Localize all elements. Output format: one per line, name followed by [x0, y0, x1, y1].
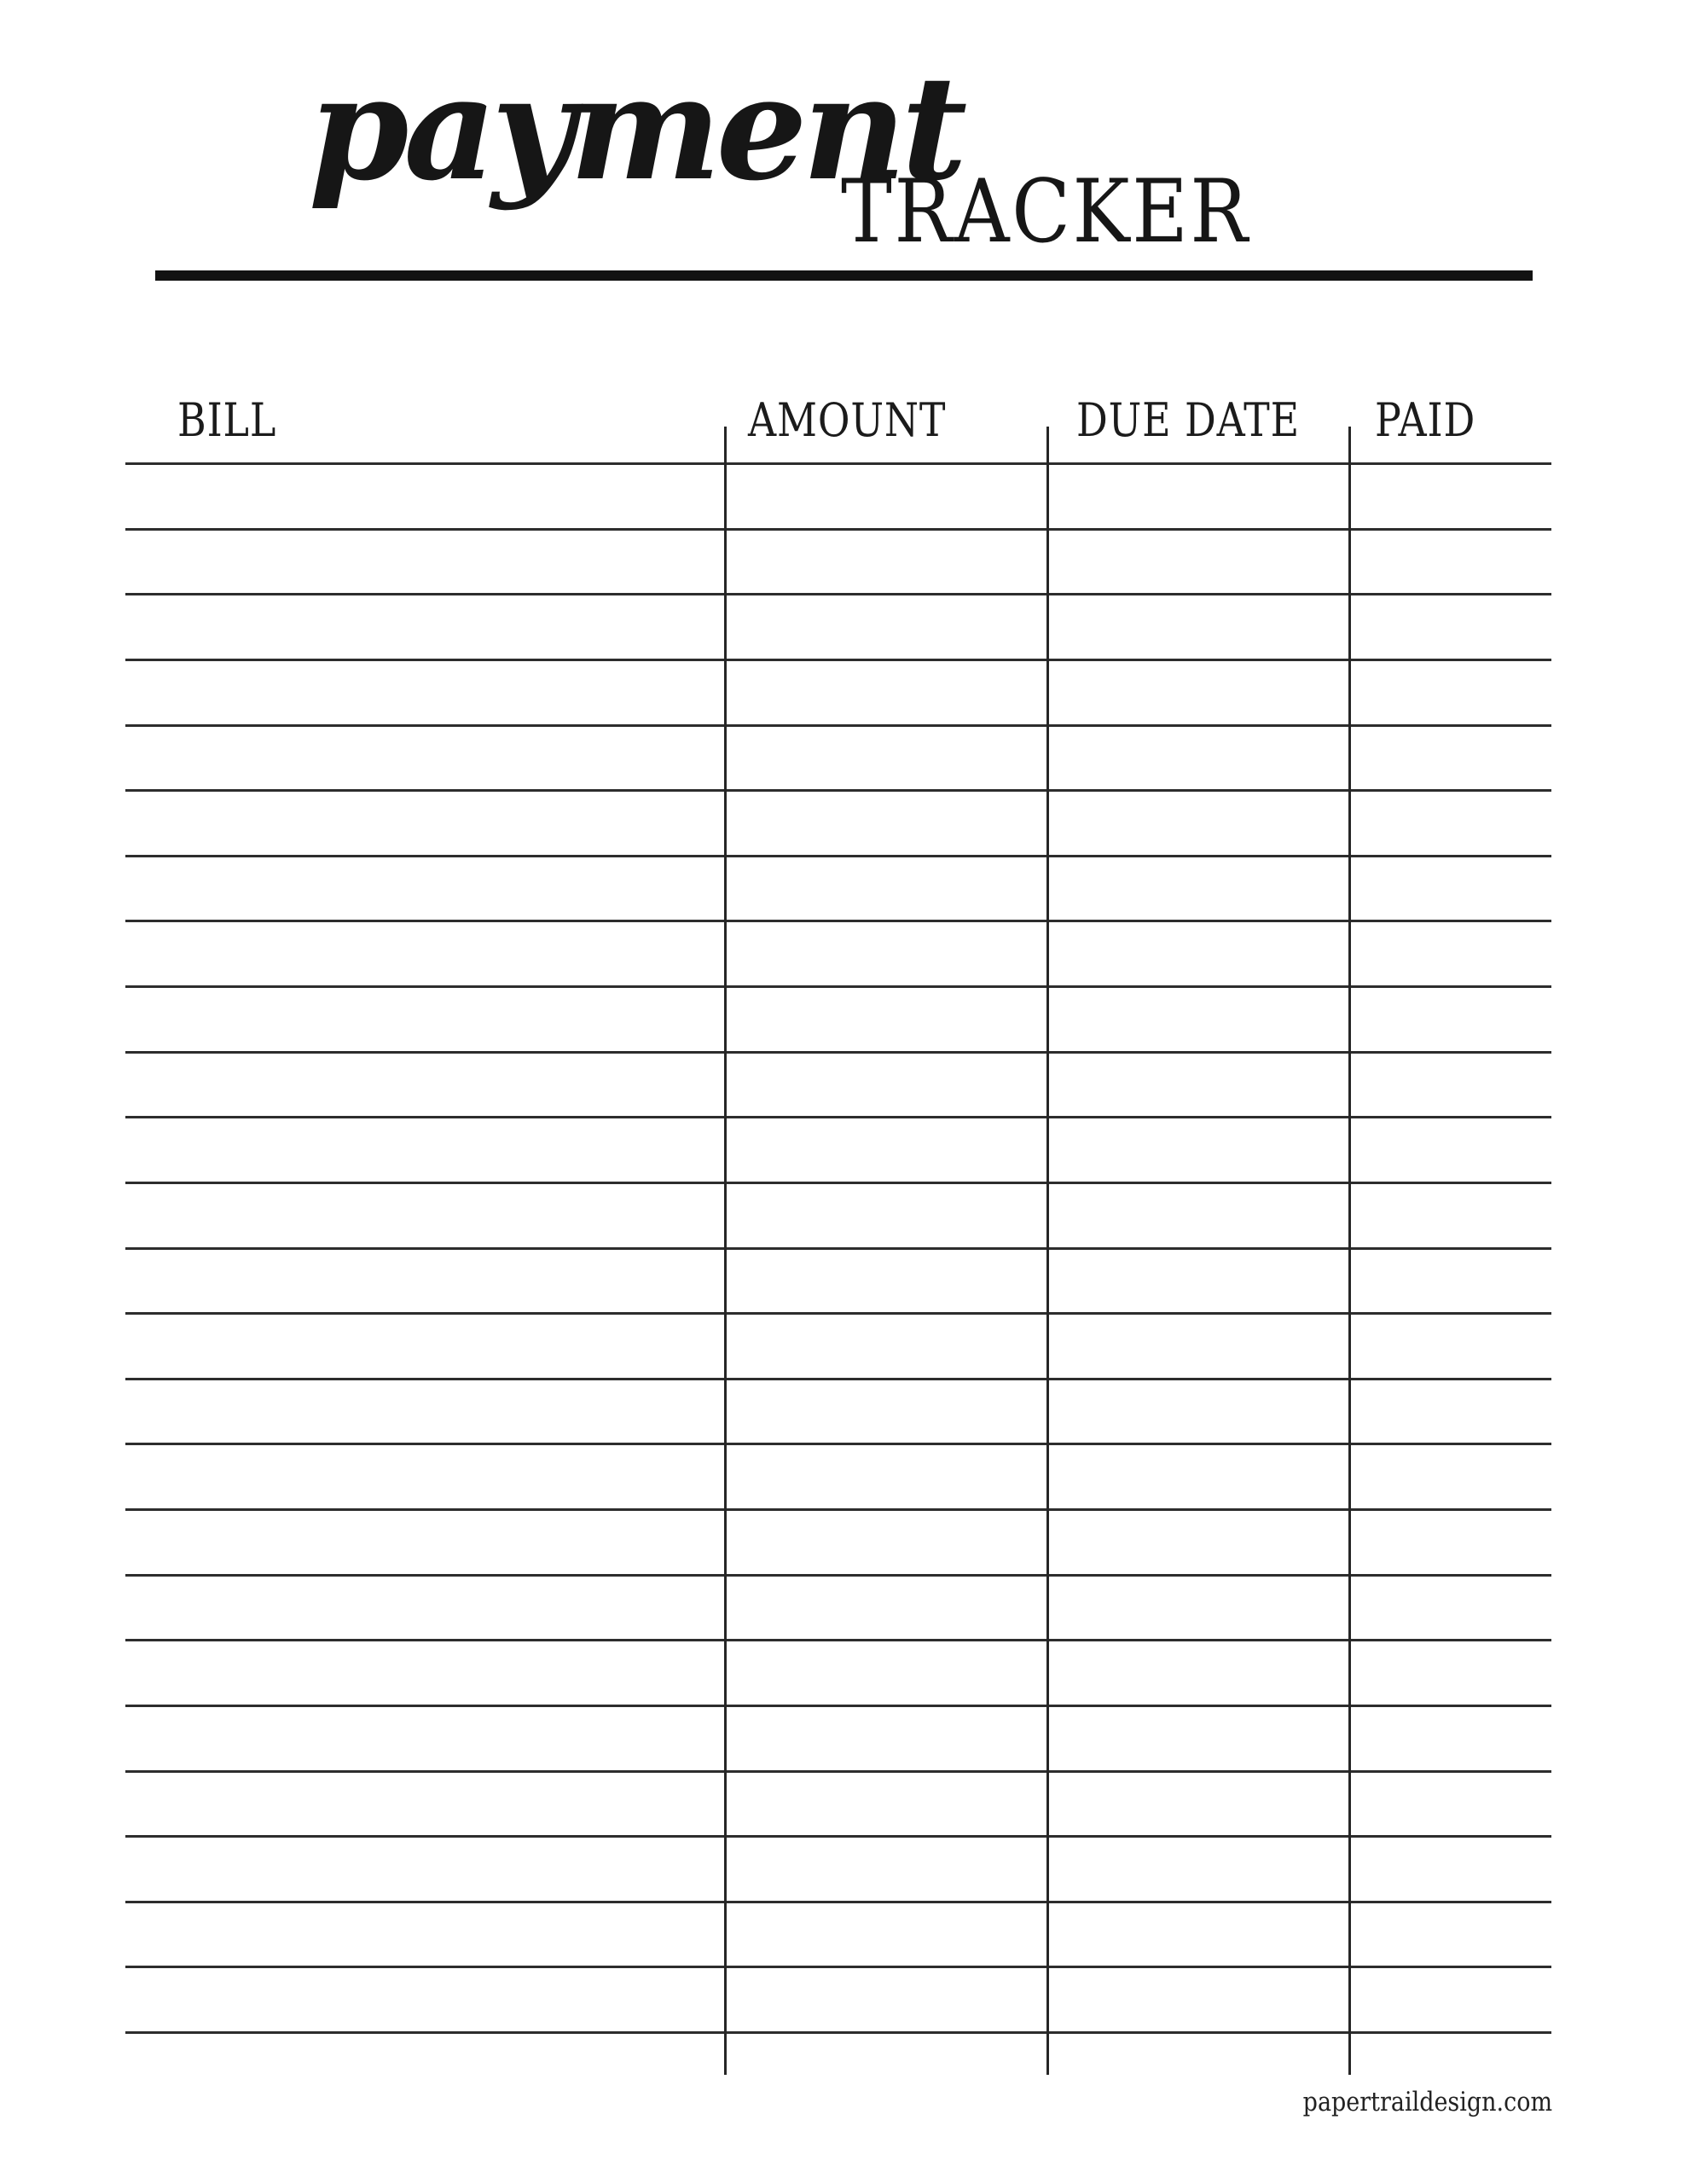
paid-cell[interactable] — [1348, 1903, 1551, 1966]
amount-cell[interactable] — [724, 1903, 1046, 1966]
amount-cell[interactable] — [724, 531, 1046, 594]
paid-cell[interactable] — [1348, 531, 1551, 594]
bill-cell[interactable] — [125, 1903, 724, 1966]
header-underline — [125, 462, 1551, 465]
bill-cell[interactable] — [125, 857, 724, 921]
row-line — [125, 1051, 1551, 1054]
amount-cell[interactable] — [724, 595, 1046, 659]
column-divider-line — [1046, 427, 1049, 2075]
row-line — [125, 659, 1551, 661]
due-date-cell[interactable] — [1046, 531, 1348, 594]
amount-cell[interactable] — [724, 1577, 1046, 1640]
due-date-cell[interactable] — [1046, 1445, 1348, 1508]
due-date-cell[interactable] — [1046, 595, 1348, 659]
row-line — [125, 1116, 1551, 1118]
column-header-paid: PAID — [1375, 393, 1476, 447]
paid-cell[interactable] — [1348, 1315, 1551, 1378]
paid-cell[interactable] — [1348, 1511, 1551, 1574]
bill-cell[interactable] — [125, 1838, 724, 1901]
row-line — [125, 1639, 1551, 1641]
column-header-amount: AMOUNT — [748, 393, 947, 447]
table-row — [125, 531, 1551, 594]
amount-cell[interactable] — [724, 1707, 1046, 1770]
bill-cell[interactable] — [125, 1968, 724, 2031]
row-line — [125, 1508, 1551, 1511]
table-row — [125, 1315, 1551, 1378]
row-line — [125, 1182, 1551, 1184]
amount-cell[interactable] — [724, 1773, 1046, 1836]
paid-cell[interactable] — [1348, 1577, 1551, 1640]
amount-cell[interactable] — [724, 857, 1046, 921]
paid-cell[interactable] — [1348, 1838, 1551, 1901]
row-line — [125, 1312, 1551, 1315]
bill-cell[interactable] — [125, 1707, 724, 1770]
paid-cell[interactable] — [1348, 1380, 1551, 1443]
table-row — [125, 1641, 1551, 1705]
bill-cell[interactable] — [125, 595, 724, 659]
amount-cell[interactable] — [724, 1968, 1046, 2031]
row-line — [125, 985, 1551, 988]
paid-cell[interactable] — [1348, 1054, 1551, 1117]
due-date-cell[interactable] — [1046, 857, 1348, 921]
paid-cell[interactable] — [1348, 1641, 1551, 1705]
due-date-cell[interactable] — [1046, 1968, 1348, 2031]
table-row — [125, 1838, 1551, 1901]
due-date-cell[interactable] — [1046, 1773, 1348, 1836]
table-row — [125, 857, 1551, 921]
bill-cell[interactable] — [125, 922, 724, 985]
paid-cell[interactable] — [1348, 727, 1551, 790]
due-date-cell[interactable] — [1046, 792, 1348, 855]
bill-cell[interactable] — [125, 531, 724, 594]
bill-cell[interactable] — [125, 1511, 724, 1574]
amount-cell[interactable] — [724, 922, 1046, 985]
due-date-cell[interactable] — [1046, 727, 1348, 790]
bill-cell[interactable] — [125, 1380, 724, 1443]
column-divider-line — [724, 427, 727, 2075]
due-date-cell[interactable] — [1046, 1184, 1348, 1247]
paid-cell[interactable] — [1348, 595, 1551, 659]
table-row — [125, 465, 1551, 528]
row-line — [125, 1901, 1551, 1903]
table-row — [125, 988, 1551, 1051]
amount-cell[interactable] — [724, 1511, 1046, 1574]
amount-cell[interactable] — [724, 1250, 1046, 1313]
table-row — [125, 1184, 1551, 1247]
row-line — [125, 1770, 1551, 1773]
paid-cell[interactable] — [1348, 792, 1551, 855]
amount-cell[interactable] — [724, 465, 1046, 528]
row-line — [125, 2031, 1551, 2034]
due-date-cell[interactable] — [1046, 1707, 1348, 1770]
bill-cell[interactable] — [125, 1445, 724, 1508]
due-date-cell[interactable] — [1046, 1380, 1348, 1443]
website-credit: papertraildesign.com — [1302, 2087, 1552, 2117]
due-date-cell[interactable] — [1046, 1315, 1348, 1378]
bill-cell[interactable] — [125, 465, 724, 528]
table-row — [125, 1903, 1551, 1966]
bill-cell[interactable] — [125, 1250, 724, 1313]
amount-cell[interactable] — [724, 1315, 1046, 1378]
bill-cell[interactable] — [125, 1118, 724, 1182]
table-row — [125, 661, 1551, 724]
title-caps-word: TRACKER — [841, 161, 1250, 263]
paid-cell[interactable] — [1348, 988, 1551, 1051]
row-line — [125, 1574, 1551, 1577]
row-line — [125, 724, 1551, 727]
bill-cell[interactable] — [125, 727, 724, 790]
table-row — [125, 727, 1551, 790]
due-date-cell[interactable] — [1046, 1903, 1348, 1966]
amount-cell[interactable] — [724, 792, 1046, 855]
row-line — [125, 1443, 1551, 1445]
paid-cell[interactable] — [1348, 1773, 1551, 1836]
paid-cell[interactable] — [1348, 1707, 1551, 1770]
row-line — [125, 1705, 1551, 1707]
bill-cell[interactable] — [125, 988, 724, 1051]
table-row — [125, 1445, 1551, 1508]
table-row — [125, 1577, 1551, 1640]
row-line — [125, 1247, 1551, 1250]
row-line — [125, 855, 1551, 857]
due-date-cell[interactable] — [1046, 1641, 1348, 1705]
due-date-cell[interactable] — [1046, 1054, 1348, 1117]
table-row — [125, 1380, 1551, 1443]
column-header-due-date: DUE DATE — [1076, 393, 1300, 447]
table-row — [125, 595, 1551, 659]
table-row — [125, 1511, 1551, 1574]
table-row — [125, 792, 1551, 855]
table-row — [125, 1250, 1551, 1313]
amount-cell[interactable] — [724, 1641, 1046, 1705]
paid-cell[interactable] — [1348, 1445, 1551, 1508]
bill-cell[interactable] — [125, 1315, 724, 1378]
due-date-cell[interactable] — [1046, 1577, 1348, 1640]
bill-cell[interactable] — [125, 1577, 724, 1640]
row-line — [125, 1966, 1551, 1968]
table-row — [125, 1773, 1551, 1836]
paid-cell[interactable] — [1348, 1250, 1551, 1313]
amount-cell[interactable] — [724, 1445, 1046, 1508]
table-row — [125, 1054, 1551, 1117]
due-date-cell[interactable] — [1046, 465, 1348, 528]
title-script-word: payment — [309, 44, 963, 212]
bill-cell[interactable] — [125, 1773, 724, 1836]
due-date-cell[interactable] — [1046, 1118, 1348, 1182]
title-underline-rule — [155, 270, 1533, 281]
paid-cell[interactable] — [1348, 857, 1551, 921]
due-date-cell[interactable] — [1046, 661, 1348, 724]
due-date-cell[interactable] — [1046, 922, 1348, 985]
amount-cell[interactable] — [724, 1118, 1046, 1182]
row-line — [125, 789, 1551, 792]
due-date-cell[interactable] — [1046, 1511, 1348, 1574]
table-row — [125, 922, 1551, 985]
paid-cell[interactable] — [1348, 1184, 1551, 1247]
row-line — [125, 1378, 1551, 1380]
amount-cell[interactable] — [724, 1184, 1046, 1247]
paid-cell[interactable] — [1348, 922, 1551, 985]
row-line — [125, 528, 1551, 531]
amount-cell[interactable] — [724, 661, 1046, 724]
bill-cell[interactable] — [125, 1184, 724, 1247]
column-divider-line — [1348, 427, 1351, 2075]
row-line — [125, 1835, 1551, 1838]
amount-cell[interactable] — [724, 727, 1046, 790]
due-date-cell[interactable] — [1046, 1838, 1348, 1901]
amount-cell[interactable] — [724, 1838, 1046, 1901]
amount-cell[interactable] — [724, 988, 1046, 1051]
bill-cell[interactable] — [125, 792, 724, 855]
row-line — [125, 593, 1551, 595]
paid-cell[interactable] — [1348, 465, 1551, 528]
table-row — [125, 1968, 1551, 2031]
paid-cell[interactable] — [1348, 1118, 1551, 1182]
due-date-cell[interactable] — [1046, 1250, 1348, 1313]
amount-cell[interactable] — [724, 1054, 1046, 1117]
bill-cell[interactable] — [125, 661, 724, 724]
due-date-cell[interactable] — [1046, 988, 1348, 1051]
table-row — [125, 1118, 1551, 1182]
amount-cell[interactable] — [724, 1380, 1046, 1443]
bill-cell[interactable] — [125, 1054, 724, 1117]
column-header-bill: BILL — [177, 393, 277, 447]
paid-cell[interactable] — [1348, 661, 1551, 724]
table-row — [125, 1707, 1551, 1770]
bill-cell[interactable] — [125, 1641, 724, 1705]
row-line — [125, 920, 1551, 922]
paid-cell[interactable] — [1348, 1968, 1551, 2031]
